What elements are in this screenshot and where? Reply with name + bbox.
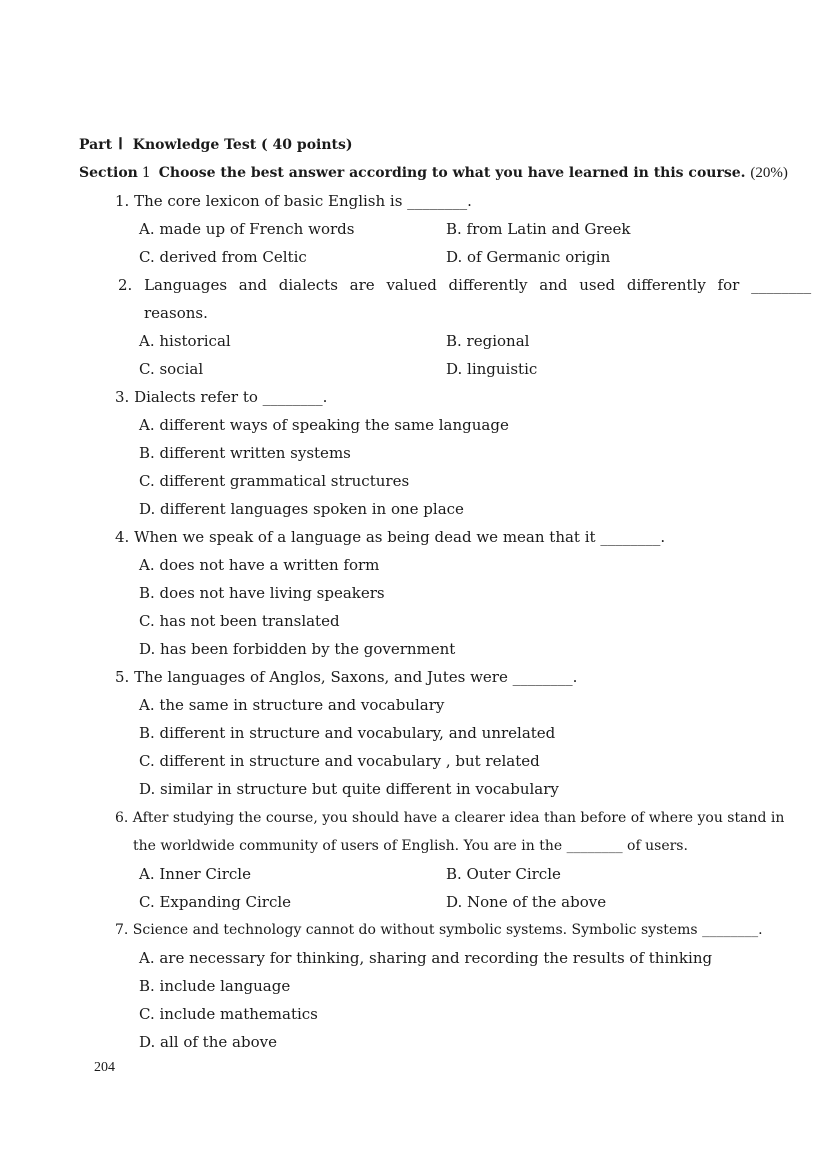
- section-instruction: Choose the best answer according to what you have learned in this course.: [158, 165, 746, 181]
- question-5-stem: 5. The languages of Anglos, Saxons, and Jutes were ________.: [115, 668, 578, 686]
- question-6-option-b: B. Outer Circle: [446, 865, 561, 883]
- part-title: Knowledge Test ( 40 points): [132, 137, 353, 153]
- question-5-option-c: C. different in structure and vocabulary , but related: [139, 752, 540, 770]
- question-3-option-b: B. different written systems: [139, 444, 351, 462]
- question-6-option-a: A. Inner Circle: [139, 865, 251, 883]
- question-1-stem: 1. The core lexicon of basic English is ________.: [115, 192, 472, 210]
- section-heading: [79, 163, 788, 183]
- part-heading: [79, 135, 353, 155]
- question-7-option-a: A. are necessary for thinking, sharing and recording the results of thinking: [139, 949, 713, 967]
- question-6-stem: 6. After studying the course, you should have a clearer idea than before of where you stand in: [115, 810, 785, 826]
- question-1-option-b: B. from Latin and Greek: [446, 220, 631, 238]
- question-1-option-d: D. of Germanic origin: [446, 248, 611, 266]
- question-3-option-c: C. different grammatical structures: [139, 472, 410, 490]
- section-number: 1: [141, 165, 151, 181]
- question-6-stem-cont: the worldwide community of users of English. You are in the ________ of users.: [133, 838, 688, 854]
- question-4-option-a: A. does not have a written form: [139, 556, 380, 574]
- question-7-option-d: D. all of the above: [139, 1033, 277, 1051]
- question-4-option-c: C. has not been translated: [139, 612, 340, 630]
- question-4-stem: 4. When we speak of a language as being dead we mean that it ________.: [115, 528, 666, 546]
- question-4-option-b: B. does not have living speakers: [139, 584, 385, 602]
- question-1-option-c: C. derived from Celtic: [139, 248, 307, 266]
- question-5-option-b: B. different in structure and vocabulary, and unrelated: [139, 724, 556, 742]
- part-numeral: Ⅰ: [118, 136, 123, 153]
- section-label: Section: [79, 165, 138, 181]
- part-label: Part: [79, 137, 113, 153]
- question-2-option-c: C. social: [139, 360, 204, 378]
- question-3-option-a: A. different ways of speaking the same language: [139, 416, 509, 434]
- question-2-stem-cont: reasons.: [144, 304, 208, 322]
- question-2-option-a: A. historical: [139, 332, 231, 350]
- question-2-stem: 2. Languages and dialects are valued differently and used differently for ________: [118, 276, 812, 294]
- question-2-option-d: D. linguistic: [446, 360, 538, 378]
- question-4-option-d: D. has been forbidden by the government: [139, 640, 456, 658]
- question-6-option-d: D. None of the above: [446, 893, 607, 911]
- page-number: 204: [94, 1060, 115, 1075]
- question-2-option-b: B. regional: [446, 332, 530, 350]
- question-1-option-a: A. made up of French words: [139, 220, 355, 238]
- question-7-option-c: C. include mathematics: [139, 1005, 318, 1023]
- question-7-option-b: B. include language: [139, 977, 291, 995]
- question-6-option-c: C. Expanding Circle: [139, 893, 292, 911]
- question-3-stem: 3. Dialects refer to ________.: [115, 388, 328, 406]
- question-5-option-a: A. the same in structure and vocabulary: [139, 696, 445, 714]
- question-7-stem: 7. Science and technology cannot do without symbolic systems. Symbolic systems ________.: [115, 922, 763, 938]
- question-5-option-d: D. similar in structure but quite different in vocabulary: [139, 780, 559, 798]
- question-3-option-d: D. different languages spoken in one place: [139, 500, 464, 518]
- section-weight: (20%): [750, 165, 788, 181]
